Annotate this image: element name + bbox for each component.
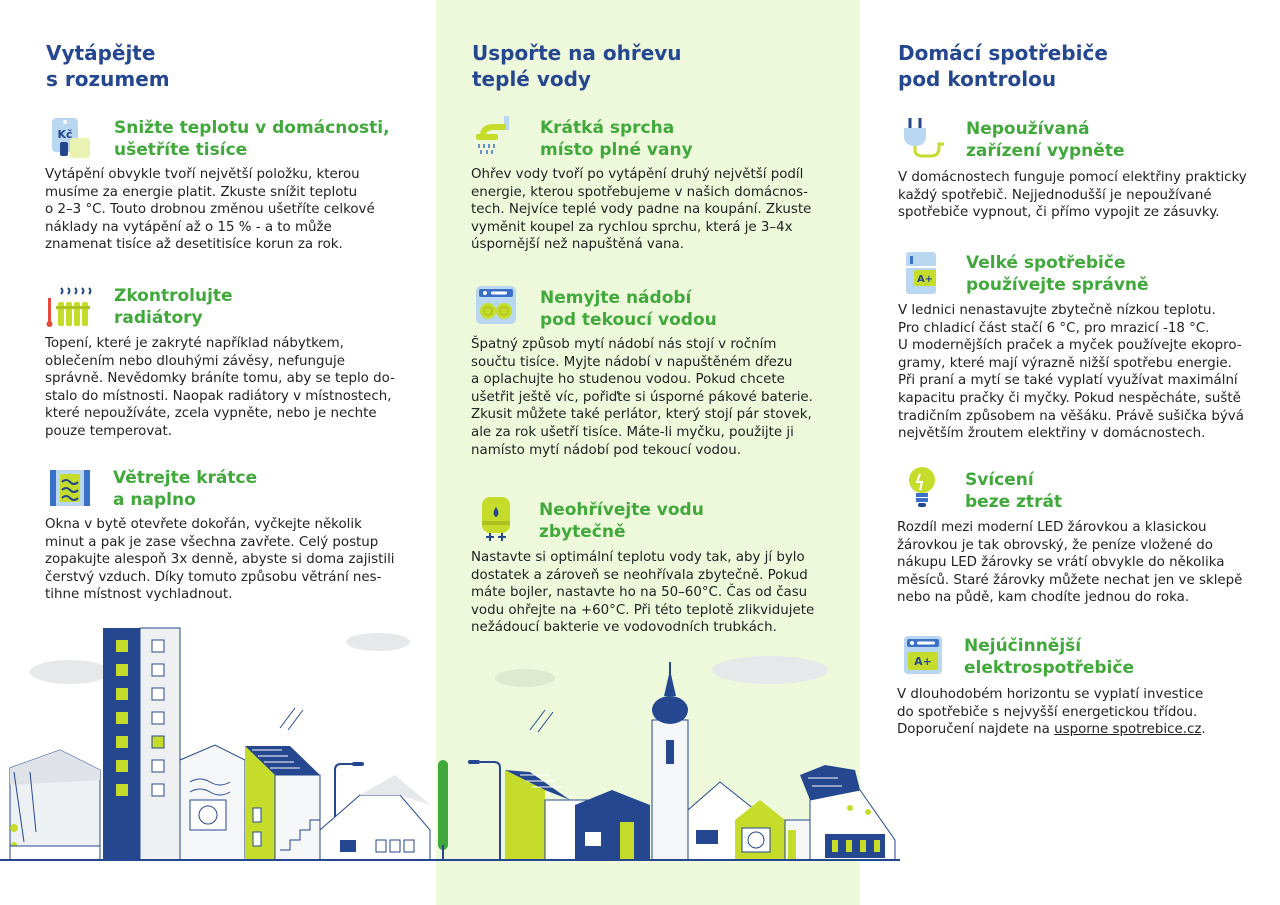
heating-section3-title-line2: a naplno (113, 490, 196, 510)
text-line: energie, kterou spotřebujeme v našich domácnos- (471, 184, 808, 200)
text-line: čerstvý vzduch. Díky tomuto způsobu větrání nes- (45, 569, 382, 585)
radiator-icon (46, 284, 96, 333)
tower-blue (103, 628, 140, 860)
appliances-section2-title-line1: Velké spotřebiče (966, 253, 1126, 273)
water-section2-title (540, 287, 717, 331)
text-line: dostatek a zároveň se neohřívala zbytečně. Pokud (471, 567, 808, 583)
water-section2-text (471, 336, 813, 459)
text-line: gramy, které mají výrazně nižší spotřebu energie. (898, 355, 1232, 371)
text-line: měsíců. Staré žárovky můžete nechat jen ve sklepě (897, 572, 1243, 588)
appliances-heading-line1: Domácí spotřebiče (898, 41, 1108, 65)
street-lamp (468, 760, 500, 860)
heating-section2-title-line1: Zkontrolujte (114, 286, 233, 306)
appliances-section4-text (897, 686, 1206, 739)
water-heading (472, 40, 682, 92)
price-tag-label: Kč (57, 128, 73, 141)
heating-heading-line2: s rozumem (46, 67, 170, 91)
heating-section1-title (114, 117, 390, 161)
appliances-section1-title-line1: Nepoužívaná (966, 119, 1090, 139)
text-line: Doporučení najdete na (897, 722, 1055, 738)
text-line: zopakujte alespoň 3x denně, abyste si doma zajistili (45, 552, 395, 568)
appliances-section4-title-line1: Nejúčinnější (964, 636, 1082, 656)
water-section3-title-line1: Neohřívejte vodu (539, 500, 704, 520)
text-line: Při praní a mytí se také vyplatí využívat maximální (898, 373, 1238, 389)
heating-section1-title-line2: ušetříte tisíce (114, 140, 248, 160)
text-line: nákupu LED žárovky se vrátí obvykle do několika (897, 555, 1225, 571)
appliance-energy-label-icon (902, 634, 944, 681)
text-line: znamenat tisíce až desetitisíce korun za rok. (45, 237, 343, 253)
appliance-energy-label: A+ (914, 655, 932, 668)
appliances-section4-title-line2: elektrospotřebiče (964, 658, 1134, 678)
heating-section3-title-line1: Větrejte krátce (113, 468, 258, 488)
appliances-heading-line2: pod kontrolou (898, 67, 1057, 91)
appliances-section2-title (966, 252, 1149, 296)
water-section1-title-line2: místo plné vany (540, 140, 693, 160)
tower-grey (140, 628, 180, 860)
appliances-heading (898, 40, 1108, 92)
appliances-section3-title-line2: beze ztrát (965, 492, 1063, 512)
ground-line (0, 859, 900, 861)
text-line: U modernějších praček a myček používejte ekopro- (898, 338, 1242, 354)
text-line: největším žroutem elektřiny v domácnostech. (898, 426, 1206, 442)
water-heading-line2: teplé vody (472, 67, 591, 91)
text-line: a oplachujte ho studenou vodou. Pokud chcete (471, 372, 785, 388)
heating-section2-text (45, 335, 395, 441)
house-left (10, 750, 100, 860)
appliances-section1-text (898, 169, 1247, 222)
text-line: vyměnit koupel za rychlou sprchu, která je 3–4x (471, 219, 793, 235)
cloud (30, 660, 110, 684)
text-line: tihne místnost vychladnout. (45, 587, 233, 603)
heating-section1-text (45, 166, 375, 254)
text-line: Pro chladicí část stačí 6 °C, pro mrazicí -18 °C. (898, 320, 1210, 336)
church (652, 662, 688, 860)
text-line: stalo do místnosti. Naopak radiátory v místnostech, (45, 388, 392, 404)
text-line: náklady na vytápění až o 15 % - a to může (45, 219, 332, 235)
usporne-spotrebice-link[interactable]: usporne spotrebice.cz (1054, 722, 1202, 738)
text-line: do spotřebiče s nejvyšší energetickou třídou. (897, 704, 1198, 720)
water-section3-title (539, 499, 704, 543)
water-section1-title-line1: Krátká sprcha (540, 118, 675, 138)
cloud (346, 633, 410, 651)
appliances-section2-title-line2: používejte správně (966, 275, 1149, 295)
appliances-section2-text (898, 302, 1244, 443)
appliances-section1-title-line2: zařízení vypněte (966, 141, 1125, 161)
plug-icon (900, 116, 946, 165)
text-line: Ohřev vody tvoří po vytápění druhý největší podíl (471, 167, 804, 182)
heating-section2-title-line2: radiátory (114, 308, 203, 328)
text-line: součtu tisíce. Myjte nádobí v napuštěném dřezu (471, 354, 793, 370)
text-line: spotřebiče vypnout, či přímo vypojit ze zásuvky. (898, 205, 1220, 221)
text-line: Nastavte si optimální teplotu vody tak, aby jí bylo (471, 550, 805, 565)
heating-section2-title (114, 285, 233, 329)
water-section3-title-line2: zbytečně (539, 522, 626, 542)
water-heater-icon (478, 495, 514, 548)
cloud (495, 669, 555, 687)
text-line: namísto mytí nádobí pod tekoucí vodou. (471, 442, 741, 458)
text-line: tradičním způsobem na věšáku. Právě sušička bývá (898, 408, 1244, 424)
house-white (320, 775, 430, 860)
text-line: které nepoužíváte, zcela vypněte, nebo je nechte (45, 406, 377, 422)
text-line: Špatný způsob mytí nádobí nás stojí v ročním (471, 337, 777, 352)
text-line: Okna v bytě otevřete dokořán, vyčkejte několik (45, 517, 362, 532)
houses-middle (505, 710, 650, 860)
dishwasher-icon (474, 284, 520, 333)
text-line: V lednici nenastavujte zbytečně nízkou teplotu. (898, 303, 1216, 318)
appliances-section1-title (966, 118, 1124, 162)
text-line: V dlouhodobém horizontu se vyplatí investice (897, 687, 1204, 702)
text-line: Rozdíl mezi moderní LED žárovkou a klasickou (897, 520, 1207, 535)
water-section1-title (540, 117, 693, 161)
window-ventilation-icon (48, 466, 94, 515)
fridge-energy-label: A+ (916, 274, 934, 285)
text-line: o 2–3 °C. Touto drobnou změnou ušetříte celkové (45, 202, 375, 218)
sentence-period: . (1201, 722, 1206, 738)
fridge-energy-label-icon (904, 250, 944, 301)
text-line: nebo na půdě, kam chodíte jednou do roka. (897, 590, 1190, 606)
appliances-section4-title (964, 635, 1134, 679)
text-line: ale za rok ušetří tisíce. Máte-li myčku, použijte ji (471, 424, 794, 440)
text-line: musíme za energie platit. Zkuste snížit teplotu (45, 184, 358, 200)
houses-right (688, 765, 895, 860)
text-line: Topení, které je zakryté například nábytkem, (45, 336, 344, 351)
text-line: nežádoucí bakterie ve vodovodních trubkách. (471, 620, 777, 636)
text-line: vodu ohřejte na +60°C. Při této teplotě zlikvidujete (471, 602, 815, 618)
house-lime (180, 708, 320, 860)
text-line: ušetřit ještě víc, pořiďte si úsporné pákové baterie. (471, 389, 813, 405)
light-bulb-icon (906, 466, 940, 515)
text-line: oblečením nebo dlouhými závěsy, nefunguje (45, 353, 345, 369)
text-line: kapacitu pračky či myčky. Pokud nespěcháte, suště (898, 390, 1241, 406)
text-line: V domácnostech funguje pomocí elektřiny prakticky (898, 170, 1247, 185)
price-tag-icon (48, 116, 94, 165)
shower-icon (474, 114, 520, 163)
text-line: úspornější než napuštěná vana. (471, 237, 685, 253)
heating-heading (46, 40, 170, 92)
water-section2-title-line1: Nemyjte nádobí (540, 288, 692, 308)
text-line: správně. Nevědomky bráníte tomu, aby se teplo do- (45, 371, 395, 387)
text-line: pouze temperovat. (45, 423, 173, 439)
appliances-column (860, 0, 1280, 905)
heating-section3-text (45, 516, 395, 604)
text-line: tech. Nejvíce teplé vody padne na koupání. Zkuste (471, 202, 812, 218)
water-section1-text (471, 166, 811, 254)
tree (438, 760, 448, 860)
appliances-section3-title-line1: Svícení (965, 470, 1034, 490)
text-line: každý spotřebič. Nejjednodušší je nepoužívané (898, 187, 1212, 203)
text-line: Zkusit můžete také perlátor, který stojí pár stovek, (471, 407, 812, 423)
text-line: Vytápění obvykle tvoří největší položku, kterou (45, 167, 360, 182)
text-line: máte bojler, nastavte ho na 50–60°C. Čas od času (471, 585, 808, 601)
city-illustration (0, 600, 900, 870)
heating-section3-title (113, 467, 257, 511)
text-line: žárovkou je tak obrovský, že peníze vložené do (897, 537, 1213, 553)
water-section2-title-line2: pod tekoucí vodou (540, 310, 717, 330)
text-line: minut a pak je zase všechna zavřete. Celý postup (45, 534, 379, 550)
appliances-section3-title (965, 469, 1062, 513)
cloud (712, 656, 828, 684)
heating-heading-line1: Vytápějte (46, 41, 156, 65)
water-heading-line1: Uspořte na ohřevu (472, 41, 682, 65)
heating-section1-title-line1: Snižte teplotu v domácnosti, (114, 118, 390, 138)
appliances-section3-text (897, 519, 1242, 607)
